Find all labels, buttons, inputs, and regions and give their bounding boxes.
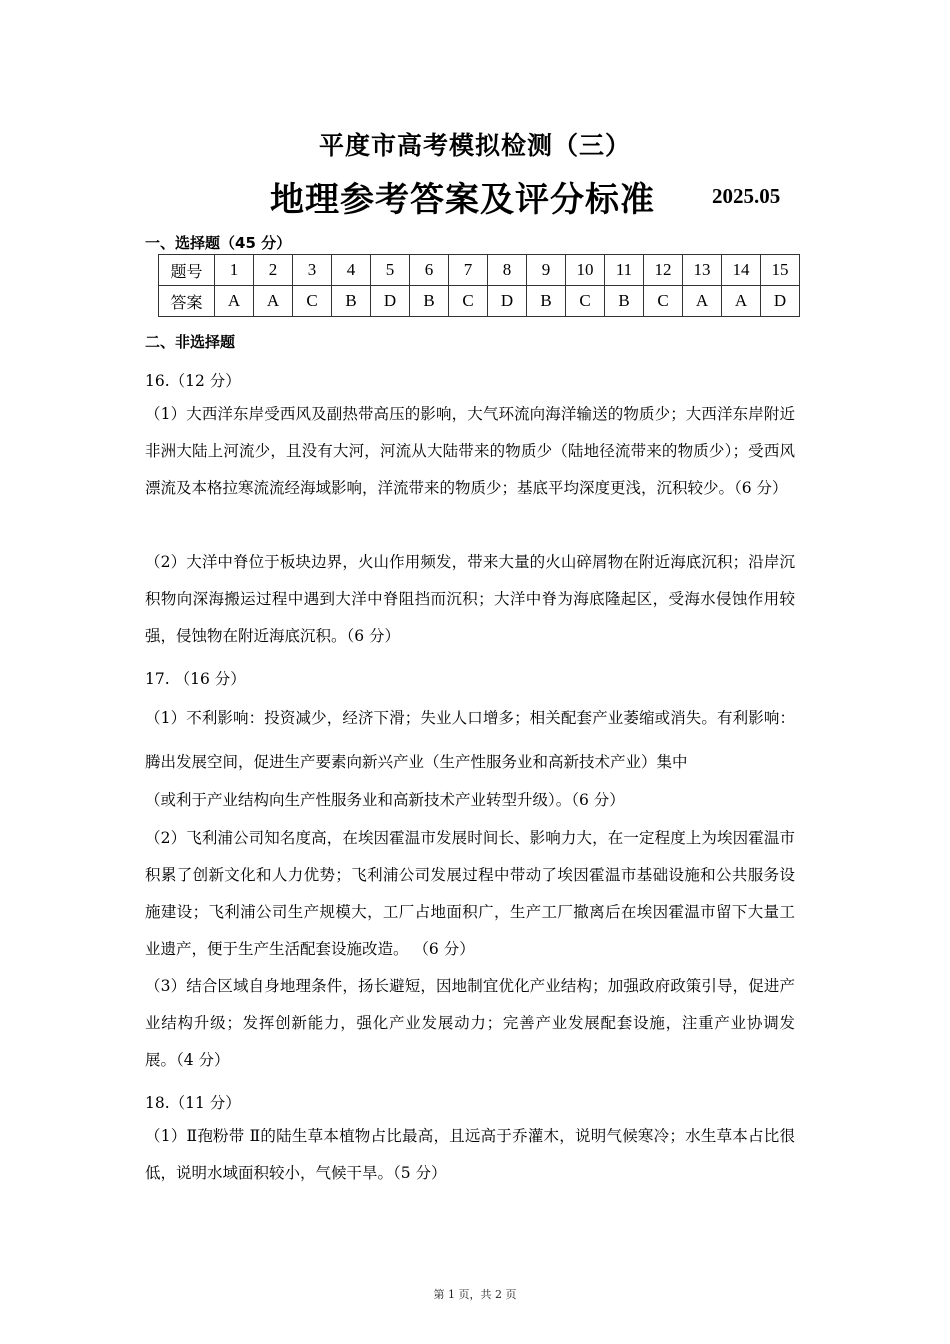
answer-cell: C bbox=[449, 286, 488, 317]
question-number-cell: 11 bbox=[605, 255, 644, 286]
row-label-number: 题号 bbox=[159, 255, 215, 286]
answer-cell: A bbox=[254, 286, 293, 317]
question-number-cell: 7 bbox=[449, 255, 488, 286]
answer-cell: A bbox=[722, 286, 761, 317]
question-17-answer-2: （2）飞利浦公司知名度高，在埃因霍温市发展时间长、影响力大，在一定程度上为埃因霍温市积累了创新文化和人力优势；飞利浦公司发展过程中带动了埃因霍温市基础设施和公共服务设施建设；飞利浦公司生产规模大，工厂占地面积广，生产工厂撤离后在埃因霍温市留下大量工业遗产，便于生产生活配套设施改造。 （6 分） bbox=[145, 829, 795, 958]
answer-row bbox=[159, 286, 800, 317]
question-number-cell: 10 bbox=[566, 255, 605, 286]
question-17-answer-1-continued: （或利于产业结构向生产性服务业和高新技术产业转型升级）。（6 分） bbox=[145, 791, 625, 809]
section-heading-nonchoice: 二、非选择题 bbox=[145, 333, 236, 351]
section-heading-choice: 一、选择题（45 分） bbox=[145, 234, 292, 252]
question-number-cell: 13 bbox=[683, 255, 722, 286]
exam-title: 平度市高考模拟检测（三） bbox=[318, 131, 631, 160]
question-number-row bbox=[159, 255, 800, 286]
answer-cell: B bbox=[605, 286, 644, 317]
question-17-answer-3: （3）结合区域自身地理条件，扬长避短，因地制宜优化产业结构；加强政府政策引导，促进产业结构升级；发挥创新能力，强化产业发展动力；完善产业发展配套设施，注重产业协调发展。（4 分） bbox=[145, 977, 795, 1069]
question-number-cell: 1 bbox=[215, 255, 254, 286]
answer-cell: C bbox=[566, 286, 605, 317]
answer-table bbox=[158, 254, 800, 317]
question-16-answer-2: （2）大洋中脊位于板块边界，火山作用频发，带来大量的火山碎屑物在附近海底沉积；沿岸沉积物向深海搬运过程中遇到大洋中脊阻挡而沉积；大洋中脊为海底隆起区，受海水侵蚀作用较强，侵蚀物在附近海底沉积。（6 分） bbox=[145, 553, 795, 645]
answer-cell: A bbox=[215, 286, 254, 317]
question-number-cell: 4 bbox=[332, 255, 371, 286]
answer-cell: A bbox=[683, 286, 722, 317]
answer-cell: C bbox=[644, 286, 683, 317]
question-16-answer-1: （1）大西洋东岸受西风及副热带高压的影响，大气环流向海洋输送的物质少；大西洋东岸附近非洲大陆上河流少，且没有大河，河流从大陆带来的物质少（陆地径流带来的物质少）；受西风漂流及本格拉寒流流经海域影响，洋流带来的物质少；基底平均深度更浅，沉积较少。（6 分） bbox=[145, 405, 795, 497]
question-number-cell: 9 bbox=[527, 255, 566, 286]
question-18-answer-1: （1）Ⅱ孢粉带 Ⅱ的陆生草本植物占比最高，且远高于乔灌木，说明气候寒冷；水生草本占比很低，说明水域面积较小，气候干旱。（5 分） bbox=[145, 1127, 795, 1182]
question-number-cell: 12 bbox=[644, 255, 683, 286]
question-number-cell: 15 bbox=[761, 255, 800, 286]
question-number-cell: 2 bbox=[254, 255, 293, 286]
question-18-heading: 18.（11 分） bbox=[145, 1094, 241, 1112]
answer-cell: B bbox=[527, 286, 566, 317]
question-number-cell: 5 bbox=[371, 255, 410, 286]
page-footer: 第 1 页，共 2 页 bbox=[433, 1288, 517, 1301]
answer-cell: C bbox=[293, 286, 332, 317]
question-17-answer-1: （1）不利影响：投资减少，经济下滑；失业人口增多；相关配套产业萎缩或消失。有利影响：腾出发展空间，促进生产要素向新兴产业（生产性服务业和高新技术产业）集中 bbox=[145, 709, 795, 771]
question-number-cell: 14 bbox=[722, 255, 761, 286]
question-number-cell: 3 bbox=[293, 255, 332, 286]
answer-cell: D bbox=[488, 286, 527, 317]
document-title: 地理参考答案及评分标准 bbox=[270, 180, 655, 220]
answer-cell: B bbox=[332, 286, 371, 317]
question-17-heading: 17. （16 分） bbox=[145, 670, 246, 688]
row-label-answer: 答案 bbox=[159, 286, 215, 317]
question-number-cell: 6 bbox=[410, 255, 449, 286]
question-16-heading: 16.（12 分） bbox=[145, 372, 241, 390]
answer-cell: D bbox=[371, 286, 410, 317]
answer-cell: B bbox=[410, 286, 449, 317]
question-number-cell: 8 bbox=[488, 255, 527, 286]
document-date: 2025.05 bbox=[712, 184, 781, 208]
answer-cell: D bbox=[761, 286, 800, 317]
